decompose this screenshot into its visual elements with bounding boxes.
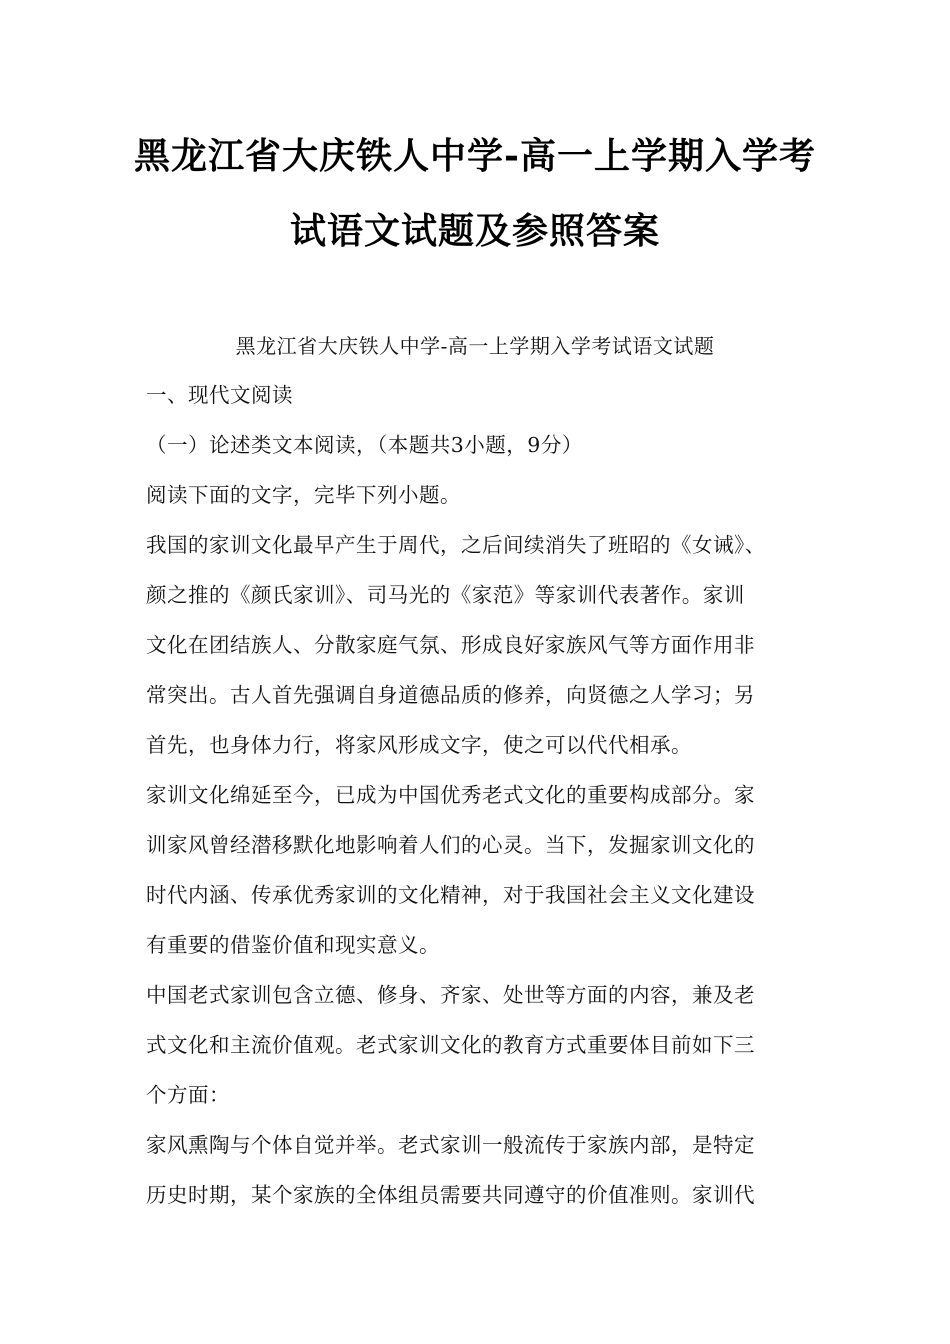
document-title-line-1: 黑龙江省大庆铁人中学-高一上学期入学考 (134, 135, 816, 177)
section-heading: 一、现代文阅读 (146, 383, 293, 407)
subsection-heading: （一）论述类文本阅读，（本题共3小题，9分） (146, 433, 583, 457)
body-text-line: 式文化和主流价值观。老式家训文化的教育方式重要体目前如下三 (146, 1033, 755, 1057)
body-text-line: 中国老式家训包含立德、修身、齐家、处世等方面的内容，兼及老 (146, 983, 755, 1007)
body-text-line: 个方面： (146, 1083, 230, 1107)
body-text-line: 颜之推的《颜氏家训》、司马光的《家范》等家训代表著作。家训 (146, 583, 745, 607)
body-text-line: 训家风曾经潜移默化地影响着人们的心灵。当下，发掘家训文化的 (146, 833, 755, 857)
document-title-line-2: 试语文试题及参照答案 (289, 210, 660, 252)
instruction-text: 阅读下面的文字，完毕下列小题。 (146, 483, 461, 507)
body-text-line: 历史时期，某个家族的全体组员需要共同遵守的价值准则。家训代 (146, 1183, 755, 1207)
document-subtitle: 黑龙江省大庆铁人中学-高一上学期入学考试语文试题 (235, 334, 715, 358)
body-text-line: 我国的家训文化最早产生于周代，之后间续消失了班昭的《女诫》、 (146, 533, 766, 557)
body-text-line: 家训文化绵延至今，已成为中国优秀老式文化的重要构成部分。家 (146, 783, 755, 807)
body-text-line: 时代内涵、传承优秀家训的文化精神，对于我国社会主义文化建设 (146, 883, 755, 907)
body-text-line: 文化在团结族人、分散家庭气氛、形成良好家族风气等方面作用非 (146, 633, 755, 657)
body-text-line: 常突出。古人首先强调自身道德品质的修养，向贤德之人学习；另 (146, 683, 755, 707)
body-text-line: 首先，也身体力行，将家风形成文字，使之可以代代相承。 (146, 733, 692, 757)
body-text-line: 有重要的借鉴价值和现实意义。 (146, 933, 440, 957)
body-text-line: 家风熏陶与个体自觉并举。老式家训一般流传于家族内部，是特定 (146, 1133, 755, 1157)
